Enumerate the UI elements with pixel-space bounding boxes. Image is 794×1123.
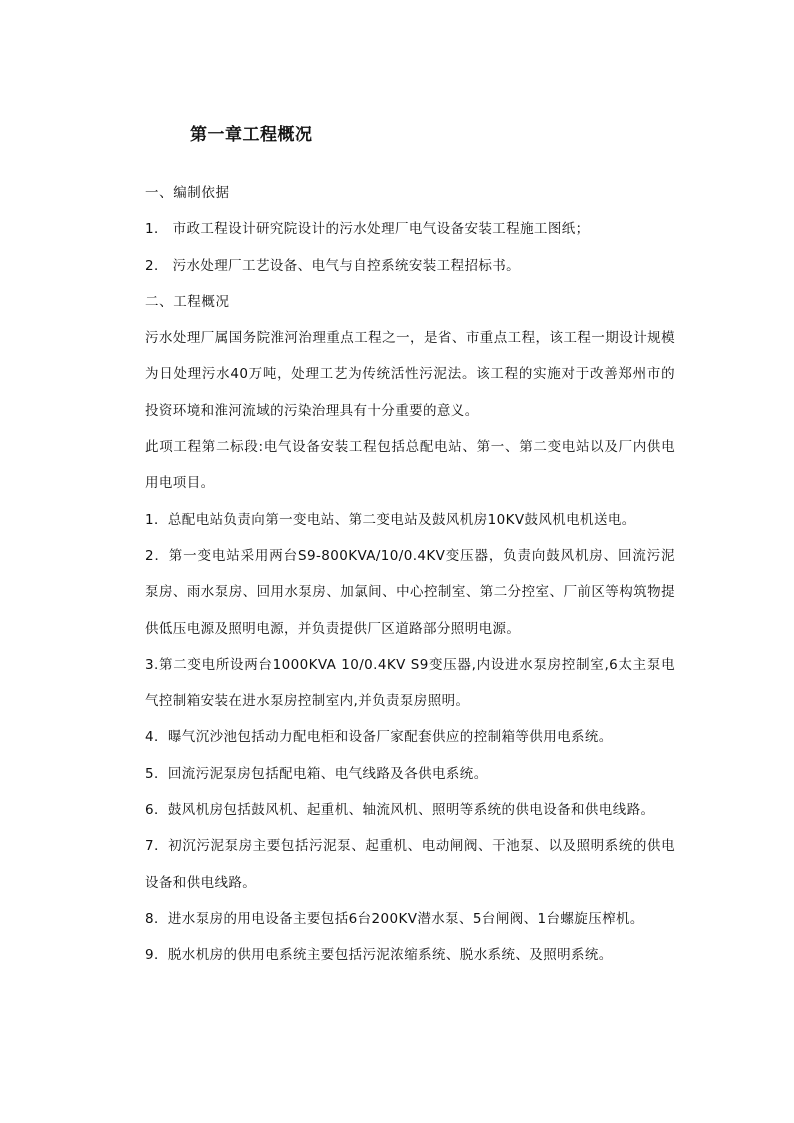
scope-item-5: 5．回流污泥泵房包括配电箱、电气线路及各供电系统。	[145, 765, 488, 782]
scope-paragraph: 此项工程第二标段:电气设备安装工程包括总配电站、第一、第二变电站以及厂内供电用电项目。	[145, 439, 675, 492]
scope-item-6: 6．鼓风机房包括鼓风机、起重机、轴流风机、照明等系统的供电设备和供电线路。	[145, 802, 655, 819]
scope-item-7: 7．初沉污泥泵房主要包括污泥泵、起重机、电动闸阀、干池泵、以及照明系统的供电设备和供电线路。	[145, 838, 675, 891]
section-heading-basis: 一、编制依据	[145, 185, 230, 201]
scope-item-3: 3.第二变电所设两台1000KVA 10/0.4KV S9变压器,内设进水泵房控制室,6太主泵电气控制箱安装在进水泵房控制室内,并负责泵房照明。	[145, 656, 675, 710]
document-body	[145, 175, 675, 974]
basis-item-1: 1． 市政工程设计研究院设计的污水处理厂电气设备安装工程施工图纸；	[145, 221, 590, 238]
scope-item-9: 9．脱水机房的供用电系统主要包括污泥浓缩系统、脱水系统、及照明系统。	[145, 947, 613, 964]
basis-item-2: 2． 污水处理厂工艺设备、电气与自控系统安装工程招标书。	[145, 257, 521, 274]
overview-paragraph: 污水处理厂属国务院淮河治理重点工程之一，是省、市重点工程，该工程一期设计规模为日处理污水40万吨，处理工艺为传统活性污泥法。该工程的实施对于改善郑州市的投资环境和淮河流域的污染治理具有十分重要的意义。	[145, 330, 675, 419]
scope-item-2: 2．第一变电站采用两台S9-800KVA/10/0.4KV变压器，负责向鼓风机房、回流污泥泵房、雨水泵房、回用水泵房、加氯间、中心控制室、第二分控室、厂前区等构筑物提供低压电源及照明电源，并负责提供厂区道路部分照明电源。	[145, 547, 675, 637]
section-heading-overview: 二、工程概况	[145, 293, 230, 310]
scope-item-8: 8．进水泵房的用电设备主要包括6台200KV潜水泵、5台闸阀、1台螺旋压榨机。	[145, 910, 644, 927]
chapter-title: 第一章工程概况	[190, 125, 313, 145]
scope-item-1: 1．总配电站负责向第一变电站、第二变电站及鼓风机房10KV鼓风机电机送电。	[145, 511, 636, 528]
scope-item-4: 4．曝气沉沙池包括动力配电柜和设备厂家配套供应的控制箱等供用电系统。	[145, 729, 613, 746]
